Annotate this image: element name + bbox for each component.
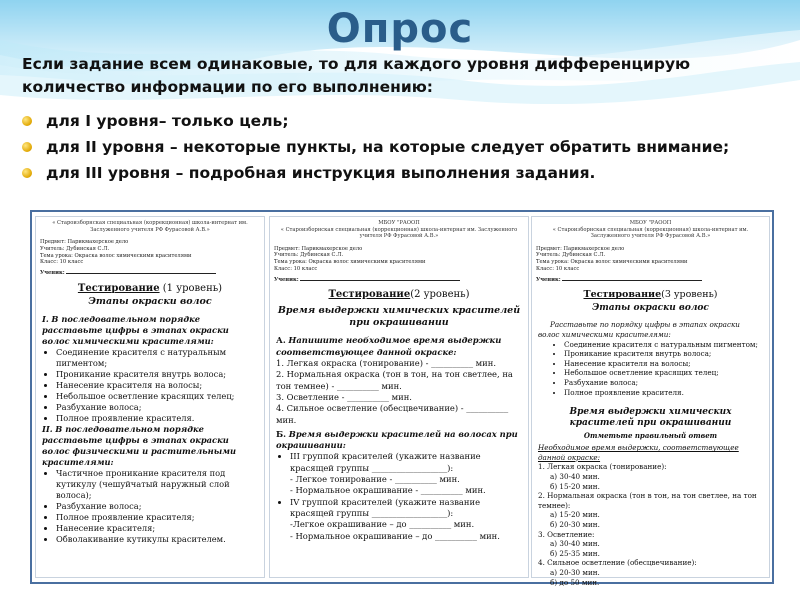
list-item: • Проникание красителя внутрь волоса; — [56, 369, 258, 380]
topic-line: Тема урока: Окраска волос химическими красителями — [40, 252, 192, 259]
topic-line: Тема урока: Окраска волос химическими красителями — [536, 259, 688, 266]
class-line: Класс: 10 класс — [274, 265, 318, 272]
list-item: • Проникание красителя внутрь волоса; — [564, 349, 763, 359]
bullet-text: для I уровня– только цель; — [46, 112, 289, 130]
lesson-meta — [536, 246, 765, 284]
stage-list-1 — [56, 347, 258, 424]
student-line: Ученик: — [274, 273, 524, 284]
student-line: Ученик: — [40, 266, 260, 277]
list-item: 4. Сильное осветление (обесцвечивание) - __________ мин. — [276, 403, 509, 425]
bullet-level-3 — [20, 160, 790, 186]
class-line: Класс: 10 класс — [40, 259, 84, 266]
worksheet-body: Расставьте по порядку цифры в этапах окраски волос химическими красителями: • Соединение красителя с натуральным пигментом; • Проникание красителя внутрь волоса; • Нанесение красителя на волосы; • Небольшое осветление красящих телец; • Разбухание волоса; • Полное проявление красителя. — [538, 320, 763, 397]
slide-title: Опрос — [326, 6, 474, 52]
list-item: • III группой красителей (укажите название красящей группы __________________): — [290, 451, 522, 474]
worksheet-level-3 — [531, 216, 770, 587]
bullet-text: для II уровня – некоторые пункты, на которые следует обратить внимание; — [46, 138, 730, 156]
list-item: • Полное проявление красителя. — [564, 388, 763, 398]
test-title: Тестирование (1 уровень) — [77, 282, 223, 294]
list-item: 2. Нормальная окраска (тон в тон, на тон светлее, на тон темнее) - __________ мин. — [276, 369, 513, 391]
stage-list-2 — [56, 468, 258, 545]
subject-line: Предмет: Парикмахерское дело — [274, 245, 363, 252]
list-item: 1. Легкая окраска (тонирование) - __________ мин. — [276, 358, 497, 369]
list-item: - Легкое тонирование - __________ мин. — [290, 474, 460, 485]
bullet-level-1 — [20, 108, 790, 134]
student-line: Ученик: — [536, 273, 765, 284]
list-item: • Соединение красителя с натуральным пигментом; — [564, 340, 763, 350]
bullet-dot-icon — [22, 168, 32, 178]
test-subtitle: Этапы окраски волос — [592, 303, 709, 314]
lesson-meta — [40, 239, 260, 277]
list-item: • IV группой красителей (укажите название красящей группы __________________): — [290, 497, 522, 520]
bullet-dot-icon — [22, 142, 32, 152]
school-header: « Староизборнская специальная (коррекционная) школа-интернат им. Заслуженного учителя РФ Фурасовой А.В.» — [52, 220, 248, 233]
worksheet-body: I. В последовательном порядке расставьте цифры в этапах окраски волос химическими красителями: • Соединение красителя с натуральным пигментом; • Проникание красителя внутрь волоса; • Нанесение красителя на волосы; • Небольшое осветление красящих телец; • Разбухание волоса; • Полное проявление красителя. II. В последовательном порядке расставьте цифры в этапах окраски волос физическими и растительными красителями: • Частичное проникание красителя под кутикулу (чешуйчатый наружный слой волоса); • Разбухание волоса; • Полное проявление красителя; • Нанесение красителя; • Обволакивание кутикулы красителем. — [42, 314, 258, 545]
list-item: • Соединение красителя с натуральным пигментом; — [56, 347, 258, 369]
bullet-level-2 — [20, 134, 790, 160]
list-item: • Небольшое осветление красящих телец; — [564, 368, 763, 378]
school-header: МБОУ "РАООП « Староизборнская специальная (коррекционная) школа-интернат им. Заслуженного учителя РФ Фурасовой А.В.» — [280, 220, 518, 239]
list-item: • Обволакивание кутикулы красителем. — [56, 534, 258, 545]
list-item: • Нанесение красителя на волосы; — [564, 359, 763, 369]
list-item: • Небольшое осветление красящих телец; — [56, 391, 258, 402]
list-item: • Разбухание волоса; — [56, 402, 258, 413]
answer-note: Отметьте правильный ответ — [583, 431, 718, 441]
school-header: МБОУ "РАООП « Староизборнская специальная (коррекционная) школа-интернат им. Заслуженного учителя РФ Фурасовой А.В.» — [552, 220, 749, 239]
teacher-line: Учитель: Дубинская С.Л. — [40, 245, 110, 252]
test-title: Тестирование(2 уровень) — [328, 289, 470, 301]
list-item: • Разбухание волоса; — [56, 501, 258, 512]
worksheet-level-2 — [269, 216, 529, 578]
test-subtitle: Время выдержки химических красителей при окрашивании — [277, 305, 521, 329]
worksheet-body-2: Необходимое время выдержки, соответствующее данной окраске: 1. Легкая окраска (тонирование): а) 30-40 мин. б) 15-20 мин. 2. Нормальная окраска (тон в тон, на тон светлее, на тон темнее): а) 15-20 мин. б) 20-30 мин. 3. Осветление: а) 30-40 мин. б) 25-35 мин. 4. Сильное осветление (обесцвечивание): а) 20-30 мин. б) до 50 мин. — [538, 443, 757, 587]
stage-list — [564, 340, 763, 398]
section-2-title: Время выдержки химических красителей при окрашивании — [569, 407, 732, 429]
intro-text: Если задание всем одинаковые, то для каждого уровня дифференцирую количество информации по его выполнению: — [22, 55, 691, 96]
bullet-dot-icon — [22, 116, 32, 126]
list-item: • Разбухание волоса; — [564, 378, 763, 388]
teacher-line: Учитель: Дубинская С.Л. — [274, 252, 344, 259]
lesson-meta — [274, 246, 524, 284]
teacher-line: Учитель: Дубинская С.Л. — [536, 252, 606, 259]
worksheet-level-1 — [35, 216, 265, 578]
list-item: -Легкое окрашивание – до __________ мин. — [290, 519, 475, 530]
list-item: - Нормальное окрашивание - __________ мин. — [290, 485, 486, 496]
class-line: Класс: 10 класс — [536, 265, 580, 272]
list-item: 3. Осветление - __________ мин. — [276, 391, 412, 402]
time-list — [290, 451, 522, 474]
documents-frame — [30, 210, 774, 587]
topic-line: Тема урока: Окраска волос химическими красителями — [274, 259, 426, 266]
test-subtitle: Этапы окраски волос — [88, 295, 212, 307]
level-bullets — [20, 108, 790, 186]
worksheet-body: А. Напишите необходимое время выдержки соответствующее данной окраске: 1. Легкая окраска (тонирование) - __________ мин. 2. Нормальная окраска (тон в тон, на тон светлее, на тон темнее) - __________ мин. 3. Осветление - __________ мин. 4. Сильное осветление (обесцвечивание) - __________ мин. Б. Время выдержки красителей на волосах при окрашивании: • III группой красителей (укажите название красящей группы __________________): - Легкое тонирование - __________ мин. - Нормальное окрашивание - __________ мин. • IV группой красителей (укажите название красящей группы __________________): -Легкое окрашивание – до __________ мин. - Нормальное окрашивание – до __________ мин. — [276, 335, 522, 541]
subject-line: Предмет: Парикмахерское дело — [40, 239, 129, 245]
list-item: • Нанесение красителя на волосы; — [56, 380, 258, 391]
test-title: Тестирование(3 уровень) — [583, 289, 718, 301]
bullet-text: для III уровня – подробная инструкция выполнения задания. — [46, 164, 596, 182]
list-item: • Полное проявление красителя. — [56, 413, 258, 424]
list-item: • Частичное проникание красителя под кутикулу (чешуйчатый наружный слой волоса); — [56, 468, 258, 501]
list-item: - Нормальное окрашивание – до __________ мин. — [290, 530, 500, 541]
list-item: • Полное проявление красителя; — [56, 512, 258, 523]
list-item: • Нанесение красителя; — [56, 523, 258, 534]
subject-line: Предмет: Парикмахерское дело — [536, 245, 625, 252]
